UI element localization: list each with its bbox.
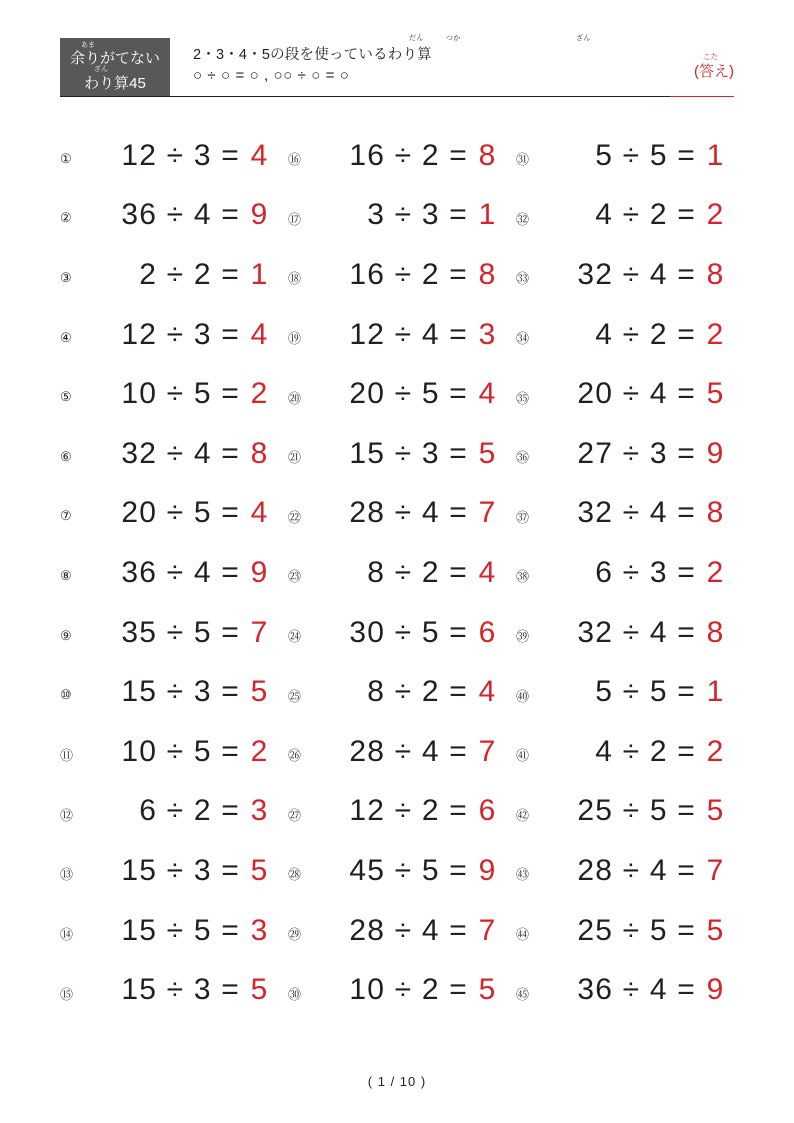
problem-answer: 1 xyxy=(706,138,724,172)
problem-expression: 10 ÷ 5 = xyxy=(121,734,240,768)
problem-row xyxy=(288,603,506,663)
problem-number: ⑧ xyxy=(60,567,72,583)
problem-answer: 8 xyxy=(478,138,496,172)
problem-expression: 32 ÷ 4 = xyxy=(577,496,696,530)
problem-number: ⑦ xyxy=(60,508,72,524)
problem-answer: 3 xyxy=(478,317,496,351)
problem-expression: 16 ÷ 2 = xyxy=(349,138,468,172)
problem-number: ⑳ xyxy=(288,390,302,406)
problem-expression: 8 ÷ 2 = xyxy=(367,675,468,709)
problem-expression: 28 ÷ 4 = xyxy=(349,734,468,768)
problem-column-3 xyxy=(516,126,734,1020)
problem-number: ㊶ xyxy=(516,748,530,764)
problem-answer: 5 xyxy=(706,794,724,828)
problem-number: ⑨ xyxy=(60,627,72,643)
problem-expression: 10 ÷ 2 = xyxy=(349,973,468,1007)
problem-expression: 2 ÷ 2 = xyxy=(139,257,240,291)
problem-expression: 8 ÷ 2 = xyxy=(367,555,468,589)
problem-answer: 4 xyxy=(250,138,268,172)
problem-answer: 5 xyxy=(706,377,724,411)
problem-number: ㉚ xyxy=(288,986,302,1002)
problem-expression: 28 ÷ 4 = xyxy=(349,496,468,530)
problem-answer: 1 xyxy=(706,675,724,709)
problem-expression: 36 ÷ 4 = xyxy=(121,198,240,232)
problem-row xyxy=(288,960,506,1020)
problem-number: ㊳ xyxy=(516,569,530,585)
title-ruby-amari: あま xyxy=(81,42,95,49)
problem-answer: 2 xyxy=(706,317,724,351)
problem-number: ⑰ xyxy=(288,211,302,227)
problem-expression: 32 ÷ 4 = xyxy=(577,257,696,291)
problem-row xyxy=(288,305,506,365)
problem-expression: 15 ÷ 5 = xyxy=(121,913,240,947)
subtitle-text: 2・3・4・5の段を使っているわり算 xyxy=(193,47,432,63)
problem-expression: 3 ÷ 3 = xyxy=(367,198,468,232)
problem-number: ㉕ xyxy=(288,688,302,704)
problem-answer: 2 xyxy=(706,734,724,768)
subtitle-ruby-dan: だん xyxy=(409,35,424,42)
problem-row xyxy=(60,186,278,246)
problem-row xyxy=(516,841,734,901)
problem-number: ⑱ xyxy=(288,271,302,287)
problem-number: ㊹ xyxy=(516,927,530,943)
problem-answer: 9 xyxy=(250,555,268,589)
problem-expression: 20 ÷ 5 = xyxy=(349,377,468,411)
problem-row xyxy=(60,305,278,365)
subtitle-ruby-zan: ざん xyxy=(576,35,591,42)
problem-answer: 2 xyxy=(250,734,268,768)
problem-answer: 5 xyxy=(706,913,724,947)
problem-answer: 7 xyxy=(478,913,496,947)
problem-answer: 7 xyxy=(250,615,268,649)
problem-row xyxy=(516,960,734,1020)
problem-expression: 12 ÷ 2 = xyxy=(349,794,468,828)
problem-expression: 28 ÷ 4 = xyxy=(577,853,696,887)
answer-label-ruby: こた xyxy=(703,52,718,61)
problem-answer: 2 xyxy=(706,555,724,589)
problem-expression: 28 ÷ 4 = xyxy=(349,913,468,947)
problem-expression: 32 ÷ 4 = xyxy=(121,436,240,470)
problem-row xyxy=(288,543,506,603)
problem-row xyxy=(288,484,506,544)
problem-number: ⑮ xyxy=(60,986,74,1002)
problem-answer: 4 xyxy=(478,675,496,709)
problem-number: ㉘ xyxy=(288,867,302,883)
problem-column-2 xyxy=(288,126,506,1020)
problem-answer: 1 xyxy=(250,257,268,291)
header-divider xyxy=(60,96,734,97)
problem-answer: 5 xyxy=(250,853,268,887)
problem-number: ㉙ xyxy=(288,927,302,943)
problem-answer: 9 xyxy=(250,198,268,232)
problem-expression: 25 ÷ 5 = xyxy=(577,794,696,828)
problem-row xyxy=(516,245,734,305)
problem-answer: 2 xyxy=(250,377,268,411)
problem-expression: 5 ÷ 5 = xyxy=(595,675,696,709)
answer-label-text: (答え) xyxy=(694,63,734,80)
problem-number: ㊷ xyxy=(516,807,530,823)
problem-answer: 6 xyxy=(478,794,496,828)
problem-answer: 8 xyxy=(250,436,268,470)
problem-row xyxy=(288,722,506,782)
problem-number: ⑪ xyxy=(60,748,74,764)
problem-row xyxy=(60,841,278,901)
title-ruby-zan: ざん xyxy=(94,66,108,73)
problem-row xyxy=(60,603,278,663)
problem-answer: 8 xyxy=(706,257,724,291)
problem-answer: 9 xyxy=(706,436,724,470)
problem-number: ㉝ xyxy=(516,271,530,287)
problem-answer: 8 xyxy=(706,615,724,649)
problem-row xyxy=(288,364,506,424)
problem-expression: 32 ÷ 4 = xyxy=(577,615,696,649)
problem-expression: 15 ÷ 3 = xyxy=(121,853,240,887)
problem-answer: 3 xyxy=(250,794,268,828)
problem-expression: 4 ÷ 2 = xyxy=(595,734,696,768)
problem-row xyxy=(288,841,506,901)
problem-number: ㉖ xyxy=(288,748,302,764)
problem-expression: 16 ÷ 2 = xyxy=(349,257,468,291)
title-line-2: わり算45 xyxy=(84,75,146,92)
problem-row xyxy=(288,424,506,484)
problem-number: ⑬ xyxy=(60,867,74,883)
problem-number: ⑥ xyxy=(60,448,72,464)
problem-row xyxy=(516,305,734,365)
problem-expression: 36 ÷ 4 = xyxy=(577,973,696,1007)
problem-expression: 5 ÷ 5 = xyxy=(595,138,696,172)
problem-row xyxy=(60,782,278,842)
answer-sheet-label xyxy=(694,52,734,81)
problem-number: ㊲ xyxy=(516,509,530,525)
problem-row xyxy=(516,186,734,246)
problem-number: ㊴ xyxy=(516,629,530,645)
problem-number: ㉟ xyxy=(516,390,530,406)
problem-number: ⑫ xyxy=(60,807,74,823)
problem-row xyxy=(516,662,734,722)
problem-number: ④ xyxy=(60,329,72,345)
problem-answer: 1 xyxy=(478,198,496,232)
problem-number: ① xyxy=(60,150,72,166)
problem-answer: 5 xyxy=(478,973,496,1007)
problem-number: ㉞ xyxy=(516,331,530,347)
problem-answer: 5 xyxy=(250,675,268,709)
problem-row xyxy=(60,245,278,305)
problem-answer: 9 xyxy=(478,853,496,887)
problem-answer: 3 xyxy=(250,913,268,947)
problem-answer: 2 xyxy=(706,198,724,232)
problem-expression: 35 ÷ 5 = xyxy=(121,615,240,649)
problem-row xyxy=(60,484,278,544)
problem-expression: 27 ÷ 3 = xyxy=(577,436,696,470)
problem-number: ⑭ xyxy=(60,927,74,943)
problem-row xyxy=(288,662,506,722)
problem-number: ⑤ xyxy=(60,389,72,405)
problem-row xyxy=(60,126,278,186)
problem-expression: 30 ÷ 5 = xyxy=(349,615,468,649)
problem-row xyxy=(288,245,506,305)
problem-row xyxy=(516,484,734,544)
problem-number: ㊱ xyxy=(516,450,530,466)
problem-number: ⑲ xyxy=(288,331,302,347)
problem-row xyxy=(288,126,506,186)
problem-number: ㉓ xyxy=(288,569,302,585)
problem-row xyxy=(288,901,506,961)
problem-row xyxy=(516,722,734,782)
problem-expression: 36 ÷ 4 = xyxy=(121,555,240,589)
problem-row xyxy=(516,782,734,842)
problem-number: ㊸ xyxy=(516,867,530,883)
header-divider-accent xyxy=(670,96,734,97)
problem-row xyxy=(288,782,506,842)
title-line-1: 余りがてない xyxy=(69,50,160,67)
problem-row xyxy=(60,662,278,722)
problem-row xyxy=(288,186,506,246)
problem-expression: 4 ÷ 2 = xyxy=(595,198,696,232)
problem-expression: 20 ÷ 5 = xyxy=(121,496,240,530)
problem-expression: 12 ÷ 4 = xyxy=(349,317,468,351)
problem-expression: 45 ÷ 5 = xyxy=(349,853,468,887)
problem-row xyxy=(516,126,734,186)
title-box xyxy=(60,38,170,96)
problem-number: ㊺ xyxy=(516,986,530,1002)
subtitle-ruby-tsuka: つか xyxy=(446,35,461,42)
problem-number: ㉔ xyxy=(288,629,302,645)
problem-row xyxy=(60,424,278,484)
problem-column-1 xyxy=(60,126,278,1020)
problem-answer: 9 xyxy=(706,973,724,1007)
problem-row xyxy=(60,543,278,603)
problem-row xyxy=(516,901,734,961)
problem-number: ㉜ xyxy=(516,211,530,227)
problem-number: ⑯ xyxy=(288,152,302,168)
problem-expression: 4 ÷ 2 = xyxy=(595,317,696,351)
problem-number: ⑩ xyxy=(60,687,72,703)
problem-number: ㉛ xyxy=(516,152,530,168)
problem-expression: 15 ÷ 3 = xyxy=(121,675,240,709)
problem-columns xyxy=(60,126,734,1020)
problem-expression: 12 ÷ 3 = xyxy=(121,317,240,351)
problem-expression: 25 ÷ 5 = xyxy=(577,913,696,947)
problem-answer: 5 xyxy=(478,436,496,470)
problem-answer: 7 xyxy=(706,853,724,887)
problem-row xyxy=(516,364,734,424)
problem-answer: 7 xyxy=(478,734,496,768)
problem-answer: 8 xyxy=(706,496,724,530)
problem-answer: 8 xyxy=(478,257,496,291)
problem-expression: 15 ÷ 3 = xyxy=(121,973,240,1007)
problem-row xyxy=(516,424,734,484)
problem-number: ㊵ xyxy=(516,688,530,704)
problem-row xyxy=(60,901,278,961)
problem-row xyxy=(516,603,734,663)
problem-number: ㉗ xyxy=(288,807,302,823)
problem-number: ㉑ xyxy=(288,450,302,466)
problem-number: ② xyxy=(60,210,72,226)
problem-number: ㉒ xyxy=(288,509,302,525)
problem-answer: 7 xyxy=(478,496,496,530)
problem-expression: 10 ÷ 5 = xyxy=(121,377,240,411)
problem-expression: 6 ÷ 2 = xyxy=(139,794,240,828)
problem-answer: 5 xyxy=(250,973,268,1007)
formula-pattern: ○ ÷ ○ = ○ , ○○ ÷ ○ = ○ xyxy=(193,67,350,84)
problem-expression: 20 ÷ 4 = xyxy=(577,377,696,411)
problem-answer: 4 xyxy=(478,555,496,589)
problem-expression: 15 ÷ 3 = xyxy=(349,436,468,470)
problem-answer: 4 xyxy=(250,317,268,351)
subtitle xyxy=(193,35,591,64)
problem-answer: 6 xyxy=(478,615,496,649)
page-number: ( 1 / 10 ) xyxy=(367,1074,427,1089)
problem-answer: 4 xyxy=(250,496,268,530)
problem-row xyxy=(60,364,278,424)
problem-row xyxy=(516,543,734,603)
problem-number: ③ xyxy=(60,269,72,285)
worksheet-header xyxy=(60,35,734,100)
problem-row xyxy=(60,960,278,1020)
problem-answer: 4 xyxy=(478,377,496,411)
problem-row xyxy=(60,722,278,782)
problem-expression: 12 ÷ 3 = xyxy=(121,138,240,172)
problem-expression: 6 ÷ 3 = xyxy=(595,555,696,589)
